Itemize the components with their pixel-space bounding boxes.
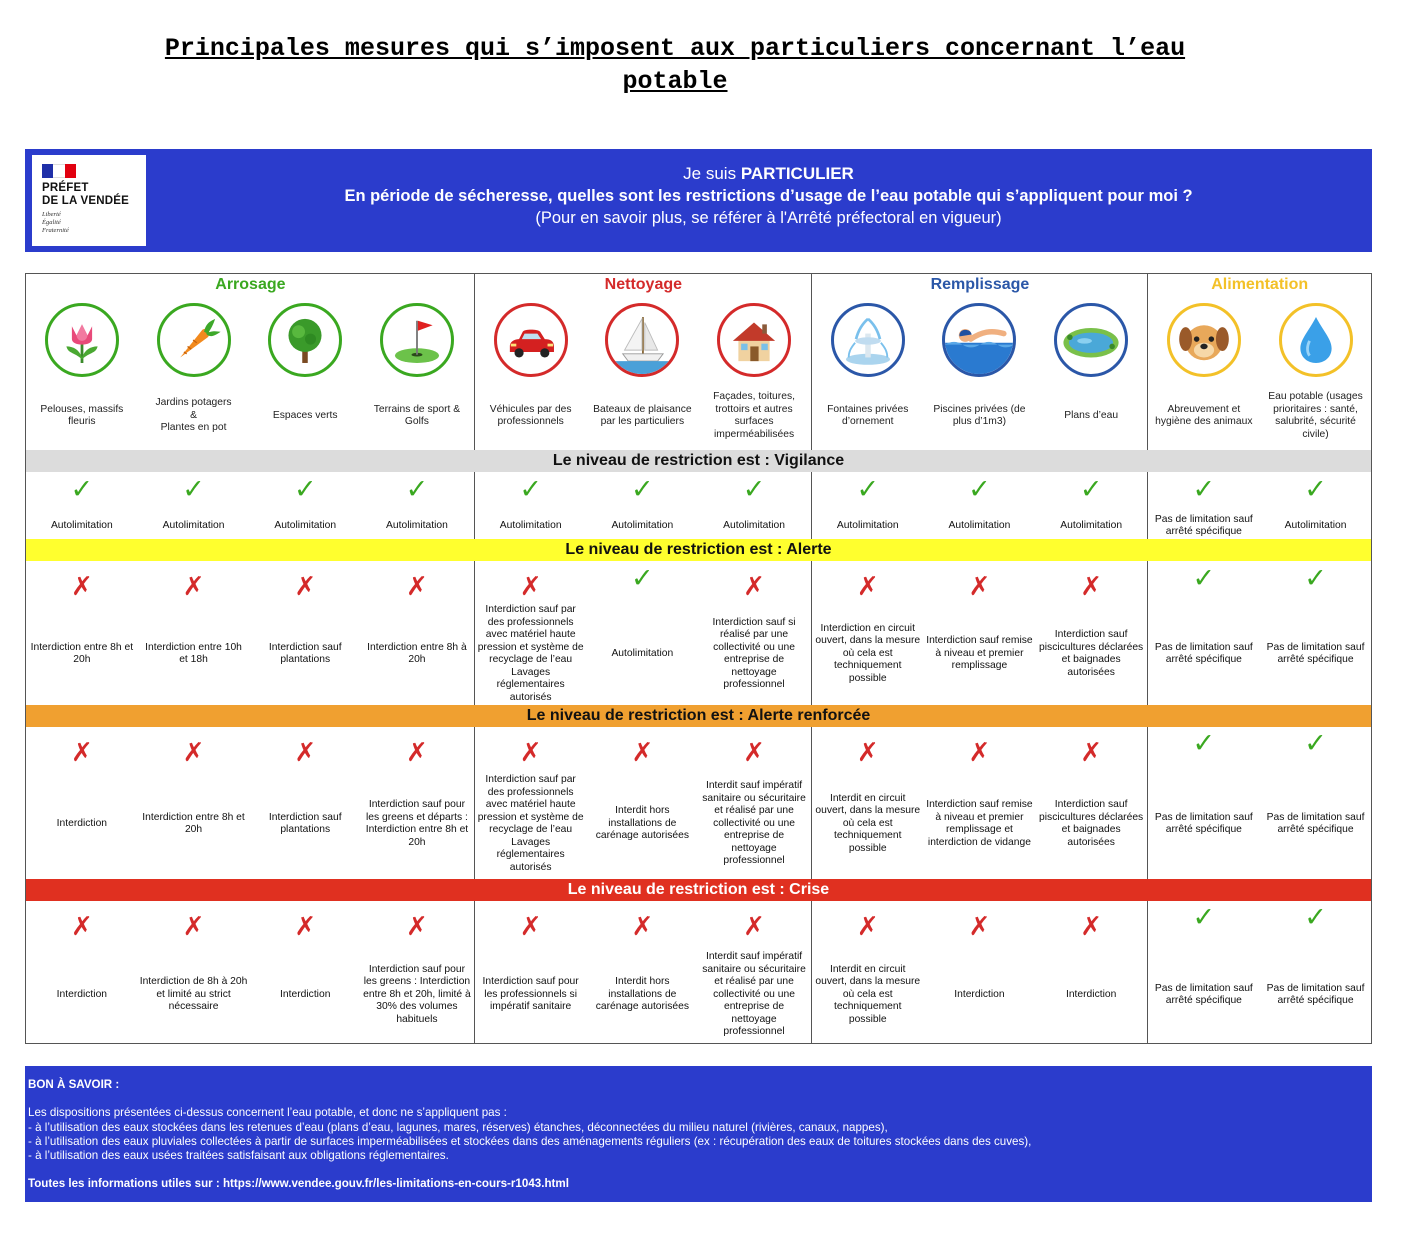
pond-icon (1057, 306, 1125, 374)
cross-icon: ✗ (406, 571, 428, 601)
column-label: Véhicules par des professionnels (489, 403, 572, 427)
info-item-1: - à l’utilisation des eaux stockées dans les retenues d’eau (plans d’eau, lagunes, mares, réserves) étanches, déconnectées du milieu naturel (rivières, canaux, nappes), (28, 1120, 888, 1134)
check-icon: ✓ (1192, 474, 1216, 504)
cross-icon: ✗ (1080, 737, 1103, 767)
restriction-cell: Pas de limitation sauf arrêté spécifique (1266, 811, 1365, 835)
info-item-2: - à l’utilisation des eaux pluviales collectées à partir de surfaces imperméabilisées et stockées dans des aménagements réguliers (ex : récupération des eaux de toitures stockées dans des cuves), (28, 1134, 1032, 1148)
check-icon: ✓ (856, 474, 880, 504)
info-title: BON À SAVOIR : (28, 1078, 120, 1091)
icon-circle-9 (1054, 303, 1128, 377)
column-label: Plans d’eau (1064, 409, 1119, 421)
restriction-cell: Autolimitation (1060, 519, 1123, 531)
sailboat-icon (608, 306, 676, 374)
check-icon: ✓ (1192, 563, 1216, 593)
restriction-cell: Interdiction en circuit ouvert, dans la mesure où cela est techniquement possible (815, 622, 921, 684)
tree-icon (271, 306, 339, 374)
french-flag-icon (42, 164, 76, 178)
restrictions-table (25, 273, 1372, 1044)
restriction-cell: Interdiction sauf remise à niveau et premier remplissage et interdiction de vidange (926, 799, 1033, 848)
restriction-cell: Autolimitation (611, 519, 674, 531)
column-label: Terrains de sport & Golfs (373, 403, 461, 427)
restriction-cell: Interdiction (1065, 988, 1117, 1000)
restriction-cell: Autolimitation (611, 647, 674, 659)
restriction-cell: Interdit en circuit ouvert, dans la mesure où cela est techniquement possible (815, 963, 921, 1025)
tulip-icon (48, 306, 116, 374)
cross-icon: ✗ (70, 571, 93, 601)
restriction-cell: Interdiction sauf pour les greens et départs : Interdiction entre 8h et 20h (365, 799, 469, 848)
cross-icon: ✗ (856, 911, 879, 941)
restriction-cell: Autolimitation (50, 519, 113, 531)
icon-circle-0 (45, 303, 119, 377)
cross-icon: ✗ (743, 737, 765, 767)
restriction-cell: Interdiction sauf piscicultures déclarées et baignades autorisées (1039, 799, 1144, 848)
fountain-icon (834, 306, 902, 374)
check-icon: ✓ (631, 474, 654, 504)
restriction-cell: Interdiction entre 8h et 20h (142, 811, 245, 835)
restriction-cell: Interdiction sauf plantations (268, 811, 342, 835)
category-title-alimentation: Alimentation (1211, 276, 1309, 293)
column-label: Espaces verts (272, 409, 338, 421)
restriction-cell: Autolimitation (274, 519, 337, 531)
page-title-line2: potable (622, 67, 728, 96)
restriction-cell: Pas de limitation sauf arrêté spécifique (1154, 982, 1253, 1006)
icon-circle-4 (494, 303, 568, 377)
info-item-3: - à l’utilisation des eaux usées traitées satisfaisant aux obligations réglementaires. (28, 1149, 449, 1163)
cross-icon: ✗ (968, 571, 991, 601)
golf-flag-icon (383, 306, 451, 374)
icon-circle-5 (605, 303, 679, 377)
carrot-icon (160, 306, 228, 374)
cross-icon: ✗ (406, 737, 428, 767)
restriction-cell: Autolimitation (499, 519, 562, 531)
icon-circle-7 (831, 303, 905, 377)
restriction-cell: Interdit sauf impératif sanitaire ou sécuritaire et réalisé par une collectivité ou une entreprise de nettoyage professionnel (702, 951, 806, 1038)
cross-icon: ✗ (968, 911, 991, 941)
banner-heading-bold: PARTICULIER (740, 164, 854, 183)
icon-circle-6 (717, 303, 791, 377)
restriction-cell: Interdiction (56, 988, 108, 1000)
cross-icon: ✗ (70, 737, 93, 767)
icon-circle-3 (380, 303, 454, 377)
column-label: Façades, toitures, trottoirs et autres surfaces imperméabilisées (713, 391, 795, 440)
info-box (25, 1066, 1372, 1202)
restriction-cell: Autolimitation (162, 519, 225, 531)
info-intro: Les dispositions présentées ci-dessus concernent l’eau potable, et donc ne s’appliquent pas : (28, 1106, 507, 1120)
cross-icon: ✗ (294, 737, 317, 767)
cross-icon: ✗ (182, 737, 205, 767)
cross-icon: ✗ (406, 911, 428, 941)
restriction-cell: Interdit hors installations de carénage autorisées (595, 976, 689, 1013)
restriction-cell: Interdiction sauf par des professionnels avec matériel haute pression et système de recyclage de l’eau Lavages réglementaires autorisés (477, 774, 584, 873)
restriction-cell: Interdit hors installations de carénage autorisées (595, 805, 689, 842)
logo-motto (42, 211, 146, 235)
check-icon: ✓ (1304, 474, 1327, 504)
restriction-cell: Pas de limitation sauf arrêté spécifique (1154, 513, 1253, 537)
restriction-cell: Interdiction sauf pour les professionnels si impératif sanitaire (482, 976, 579, 1013)
column-label: Pelouses, massifs fleuris (40, 403, 124, 427)
banner-note: (Pour en savoir plus, se référer à l'Arrêté préfectoral en vigueur) (535, 209, 1002, 227)
level-bar-vigilance: Le niveau de restriction est : Vigilance (26, 450, 1371, 472)
logo-motto-3: Fraternité (42, 227, 69, 234)
restriction-cell: Pas de limitation sauf arrêté spécifique (1154, 641, 1253, 665)
prefecture-logo (32, 155, 146, 246)
water-drop-icon (1282, 306, 1350, 374)
house-icon (720, 306, 788, 374)
restriction-cell: Interdiction sauf piscicultures déclarées et baignades autorisées (1039, 629, 1144, 678)
logo-line2: DE LA VENDÉE (42, 195, 129, 207)
restriction-cell: Interdiction sauf par des professionnels avec matériel haute pression et système de recyclage de l’eau Lavages réglementaires autorisés (477, 604, 584, 703)
cross-icon: ✗ (519, 737, 542, 767)
level-bar-alerte-renforcee: Le niveau de restriction est : Alerte renforcée (26, 705, 1371, 727)
restriction-cell: Pas de limitation sauf arrêté spécifique (1266, 982, 1365, 1006)
icon-circle-2 (268, 303, 342, 377)
restriction-cell: Interdiction entre 8h à 20h (367, 641, 467, 665)
cross-icon: ✗ (182, 571, 205, 601)
cross-icon: ✗ (743, 911, 765, 941)
restriction-cell: Interdiction sauf plantations (268, 641, 342, 665)
car-icon (497, 306, 565, 374)
cross-icon: ✗ (1080, 571, 1103, 601)
page-title (80, 32, 1270, 98)
cross-icon: ✗ (182, 911, 205, 941)
level-bar-alerte: Le niveau de restriction est : Alerte (26, 539, 1371, 561)
icon-circle-10 (1167, 303, 1241, 377)
check-icon: ✓ (1192, 728, 1216, 758)
dog-icon (1170, 306, 1238, 374)
cross-icon: ✗ (743, 571, 765, 601)
category-title-nettoyage: Nettoyage (604, 276, 683, 293)
restriction-cell: Interdiction sauf si réalisé par une collectivité ou une entreprise de nettoyage professionnel (712, 616, 796, 690)
column-label: Fontaines privées d’ornement (827, 403, 909, 427)
column-label: Piscines privées (de plus d’1m3) (933, 403, 1026, 427)
restriction-cell: Interdiction (56, 817, 108, 829)
info-footer-link[interactable]: Toutes les informations utiles sur : https://www.vendee.gouv.fr/les-limitations-en-cours-r1043.html (28, 1177, 569, 1191)
cross-icon: ✗ (519, 571, 542, 601)
restriction-cell: Pas de limitation sauf arrêté spécifique (1154, 811, 1253, 835)
cross-icon: ✗ (856, 571, 879, 601)
cross-icon: ✗ (294, 571, 317, 601)
check-icon: ✓ (742, 474, 766, 504)
icon-circle-11 (1279, 303, 1353, 377)
restriction-cell: Autolimitation (836, 519, 899, 531)
logo-motto-1: Liberté (42, 211, 61, 218)
banner-heading (165, 163, 1372, 185)
column-label: Bateaux de plaisance par les particuliers (593, 403, 692, 427)
icon-circle-1 (157, 303, 231, 377)
banner-text (165, 163, 1372, 229)
check-icon: ✓ (968, 474, 991, 504)
category-title-arrosage: Arrosage (215, 276, 286, 293)
category-title-remplissage: Remplissage (930, 276, 1030, 293)
column-label: Abreuvement et hygiène des animaux (1155, 403, 1253, 427)
column-label: Jardins potagers & Plantes en pot (155, 397, 232, 434)
check-icon: ✓ (293, 474, 317, 504)
header-banner (25, 149, 1372, 252)
logo-line1: PRÉFET (42, 182, 89, 194)
check-icon: ✓ (519, 474, 542, 504)
check-icon: ✓ (182, 474, 205, 504)
restriction-cell: Interdiction entre 8h et 20h (30, 641, 134, 665)
cross-icon: ✗ (968, 737, 991, 767)
banner-question: En période de sécheresse, quelles sont les restrictions d’usage de l’eau potable qui s’appliquent pour moi ? (344, 187, 1193, 205)
check-icon: ✓ (1079, 474, 1103, 504)
restriction-cell: Interdiction sauf pour les greens : Interdiction entre 8h et 20h, limité à 30% des volumes habituels (363, 963, 471, 1025)
cross-icon: ✗ (1080, 911, 1103, 941)
restriction-cell: Autolimitation (948, 519, 1011, 531)
swimmer-icon (945, 306, 1013, 374)
restriction-cell: Interdit sauf impératif sanitaire ou sécuritaire et réalisé par une collectivité ou une entreprise de nettoyage professionnel (702, 780, 806, 867)
level-bar-crise: Le niveau de restriction est : Crise (26, 879, 1371, 901)
check-icon: ✓ (1304, 728, 1327, 758)
cross-icon: ✗ (519, 911, 542, 941)
cross-icon: ✗ (856, 737, 879, 767)
restriction-cell: Interdiction entre 10h et 18h (145, 641, 242, 665)
column-label: Eau potable (usages prioritaires : santé, salubrité, sécurité civile) (1268, 391, 1363, 440)
check-icon: ✓ (1304, 563, 1327, 593)
restriction-cell: Interdiction (954, 988, 1005, 1000)
logo-motto-2: Égalité (42, 219, 61, 226)
cross-icon: ✗ (294, 911, 317, 941)
restriction-cell: Autolimitation (1284, 519, 1347, 531)
cross-icon: ✗ (631, 737, 654, 767)
icon-circle-8 (942, 303, 1016, 377)
restriction-cell: Pas de limitation sauf arrêté spécifique (1266, 641, 1365, 665)
check-icon: ✓ (631, 563, 654, 593)
check-icon: ✓ (70, 474, 94, 504)
page-title-line1: Principales mesures qui s’imposent aux particuliers concernant l’eau (164, 34, 1186, 63)
restriction-cell: Interdiction (280, 988, 331, 1000)
restriction-cell: Autolimitation (723, 519, 785, 531)
restriction-cell: Interdit en circuit ouvert, dans la mesure où cela est techniquement possible (815, 792, 921, 854)
check-icon: ✓ (1304, 902, 1327, 932)
check-icon: ✓ (1192, 902, 1216, 932)
restriction-cell: Autolimitation (386, 519, 448, 531)
check-icon: ✓ (405, 474, 429, 504)
cross-icon: ✗ (631, 911, 654, 941)
cross-icon: ✗ (70, 911, 93, 941)
restriction-cell: Interdiction de 8h à 20h et limité au strict nécessaire (139, 976, 248, 1013)
restriction-cell: Interdiction sauf remise à niveau et premier remplissage (926, 635, 1033, 672)
banner-heading-prefix: Je suis (683, 164, 741, 183)
